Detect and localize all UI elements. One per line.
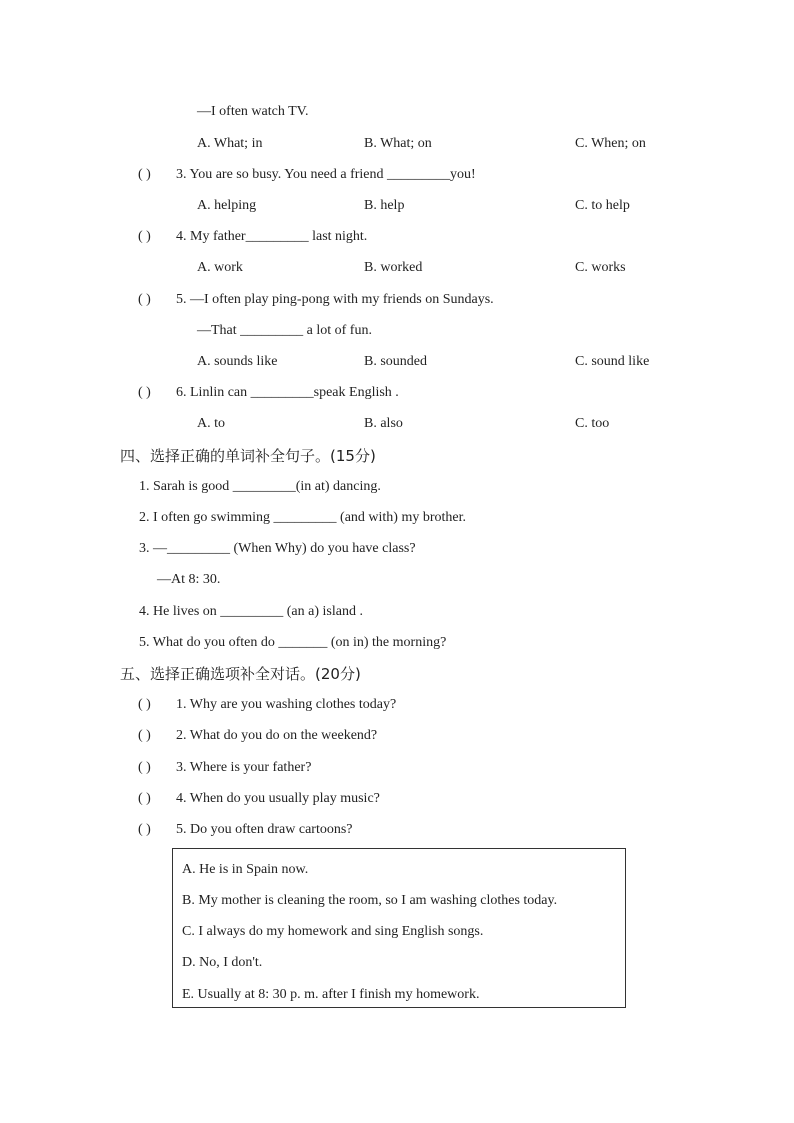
answer-paren[interactable]: ( ) xyxy=(138,791,151,806)
fill-item-2: 2. I often go swimming _________ (and with) my brother. xyxy=(139,510,467,525)
q6-option-a: A. to xyxy=(197,416,225,431)
fill-item-1: 1. Sarah is good _________(in at) dancing. xyxy=(139,479,381,494)
answer-paren[interactable]: ( ) xyxy=(138,760,151,775)
q5-option-a: A. sounds like xyxy=(197,354,278,369)
question-6-stem: 6. Linlin can _________speak English . xyxy=(176,385,399,400)
q2-option-a: A. What; in xyxy=(197,136,263,151)
q4-option-b: B. worked xyxy=(364,260,423,275)
dialogue-question-1: 1. Why are you washing clothes today? xyxy=(176,697,397,712)
section-5-heading: 五、选择正确选项补全对话。(20分) xyxy=(120,665,361,683)
dialogue-question-4: 4. When do you usually play music? xyxy=(176,791,380,806)
q6-option-c: C. too xyxy=(575,416,610,431)
q4-option-a: A. work xyxy=(197,260,243,275)
dialogue-question-5: 5. Do you often draw cartoons? xyxy=(176,822,353,837)
q3-option-c: C. to help xyxy=(575,198,630,213)
fill-item-5: 5. What do you often do _______ (on in) the morning? xyxy=(139,635,447,650)
answer-paren[interactable]: ( ) xyxy=(138,728,151,743)
answer-paren[interactable]: ( ) xyxy=(138,385,151,400)
q4-option-c: C. works xyxy=(575,260,626,275)
question-3-stem: 3. You are so busy. You need a friend _________you! xyxy=(176,167,476,182)
q3-option-a: A. helping xyxy=(197,198,257,213)
dialogue-question-3: 3. Where is your father? xyxy=(176,760,312,775)
section-4-heading: 四、选择正确的单词补全句子。(15分) xyxy=(120,447,376,465)
q2-option-b: B. What; on xyxy=(364,136,432,151)
q2-reply: —I often watch TV. xyxy=(197,104,309,119)
question-5-reply: —That _________ a lot of fun. xyxy=(197,323,372,338)
fill-item-3: 3. —_________ (When Why) do you have class? xyxy=(139,541,416,556)
answer-option-d: D. No, I don't. xyxy=(182,955,263,970)
q6-option-b: B. also xyxy=(364,416,403,431)
fill-item-4: 4. He lives on _________ (an a) island . xyxy=(139,604,363,619)
answer-option-e: E. Usually at 8: 30 p. m. after I finish my homework. xyxy=(182,987,480,1002)
question-5-stem: 5. —I often play ping-pong with my friends on Sundays. xyxy=(176,292,494,307)
answer-option-a: A. He is in Spain now. xyxy=(182,862,309,877)
answer-paren[interactable]: ( ) xyxy=(138,697,151,712)
q5-option-b: B. sounded xyxy=(364,354,427,369)
fill-item-3-reply: —At 8: 30. xyxy=(157,572,221,587)
answer-option-c: C. I always do my homework and sing English songs. xyxy=(182,924,484,939)
answer-paren[interactable]: ( ) xyxy=(138,167,151,182)
answer-paren[interactable]: ( ) xyxy=(138,229,151,244)
q3-option-b: B. help xyxy=(364,198,405,213)
q5-option-c: C. sound like xyxy=(575,354,650,369)
question-4-stem: 4. My father_________ last night. xyxy=(176,229,368,244)
answer-paren[interactable]: ( ) xyxy=(138,292,151,307)
answer-option-b: B. My mother is cleaning the room, so I am washing clothes today. xyxy=(182,893,558,908)
dialogue-question-2: 2. What do you do on the weekend? xyxy=(176,728,378,743)
answer-paren[interactable]: ( ) xyxy=(138,822,151,837)
q2-option-c: C. When; on xyxy=(575,136,646,151)
